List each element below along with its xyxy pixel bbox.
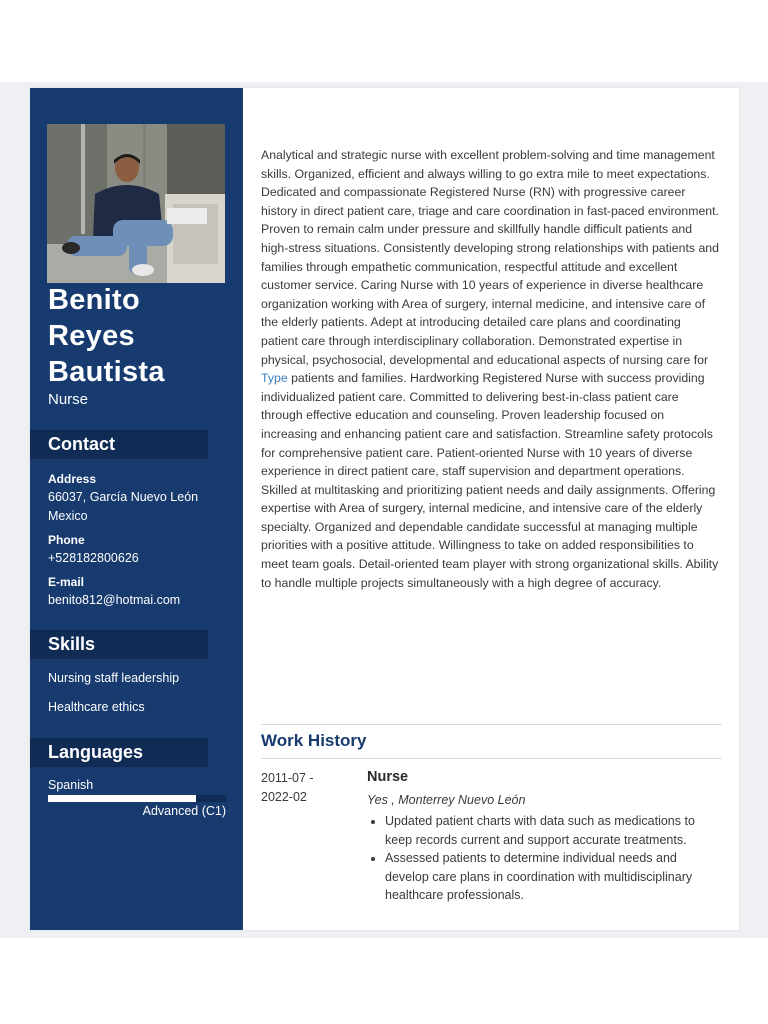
job-dates <box>261 769 341 807</box>
resume-sidebar <box>30 88 243 930</box>
language-level: Advanced (C1) <box>142 804 226 818</box>
professional-summary <box>261 146 719 592</box>
job-role: Nurse <box>367 769 409 785</box>
candidate-name <box>48 282 238 390</box>
phone-value: +528182800626 <box>48 551 139 565</box>
language-proficiency-fill <box>48 795 196 802</box>
job-duty-item: • Updated patient charts with data such as medications to keep records current and support accurate treatments. <box>385 812 723 849</box>
email-label: E-mail <box>48 575 85 589</box>
job-duties-list <box>367 812 723 905</box>
skill-item: Healthcare ethics <box>48 700 145 714</box>
language-proficiency-bar <box>48 795 226 802</box>
middle-name: Reyes <box>48 320 135 352</box>
first-name: Benito <box>48 284 141 316</box>
language-name: Spanish <box>48 778 94 792</box>
job-company: Yes , Monterrey Nuevo León <box>367 793 526 807</box>
last-name: Bautista <box>48 356 165 388</box>
languages-heading: Languages <box>30 738 208 767</box>
skill-item: Nursing staff leadership <box>48 671 180 685</box>
summary-keyword: Type <box>261 371 288 386</box>
section-divider <box>261 758 722 759</box>
summary-text: Analytical and strategic nurse with excellent problem-solving and time management skills. Organized, efficient and always willing to go extra mile to meet expectations. Dedicated and compassionate Registered Nurse (RN) with progressive career history in direct patient care, triage and care coordination in fast-paced environment. Proven to remain calm under pressure and skillfully handle difficult patients and high-stress situations. Consistently developing strong relationships with patients and families through empathetic communication, respectful attitude and excellent customer service. Caring Nurse with 10 years of experience in diverse healthcare organization working with Area of surgery, internal medicine, and intensive care of the elderly patients. Adept at introducing detailed care plans and coordinating patient care through interdisciplinary collaboration. Demonstrated expertise in physical, psychosocial, developmental and educational aspects of nursing care for <box>261 148 719 367</box>
address-value <box>48 488 238 526</box>
address-line-1: 66037, García Nuevo León <box>48 490 199 504</box>
summary-text: patients and families. Hardworking Registered Nurse with success providing individualized patient care. Committed to delivering best-in-class patient care through effective education and counseling. Proven leadership focused on increasing and enhancing patient care and satisfaction. Streamline safety protocols for comprehensive patient care. Patient-oriented Nurse with 10 years of diverse experience in direct patient care, staff supervision and department operations. Skilled at multitasking and prioritizing patient needs and daily assignments. Offering expertise with Area of surgery, internal medicine, and intensive care of the elderly specialty. Organized and dependable candidate successful at managing multiple priorities with a positive attitude. Willingness to take on added responsibilities to meet team goals. Detail-oriented team player with strong organizational skills. Ability to handle multiple projects simultaneously with a high degree of accuracy. <box>261 371 719 590</box>
section-divider <box>261 724 722 725</box>
address-line-2: Mexico <box>48 509 88 523</box>
profile-photo <box>47 124 225 283</box>
resume-page <box>30 88 739 930</box>
candidate-title: Nurse <box>48 391 89 408</box>
phone-label: Phone <box>48 533 85 547</box>
skills-heading: Skills <box>30 630 208 659</box>
email-value: benito812@hotmai.com <box>48 593 181 607</box>
work-history-heading: Work History <box>261 731 367 750</box>
contact-heading: Contact <box>30 430 208 459</box>
address-label: Address <box>48 472 97 486</box>
job-end-date: 2022-02 <box>261 790 307 804</box>
job-start-date: 2011-07 - <box>261 771 314 785</box>
job-duty-item: • Assessed patients to determine individual needs and develop care plans in coordination with multidisciplinary healthcare professionals. <box>385 849 723 905</box>
resume-main <box>261 88 722 930</box>
